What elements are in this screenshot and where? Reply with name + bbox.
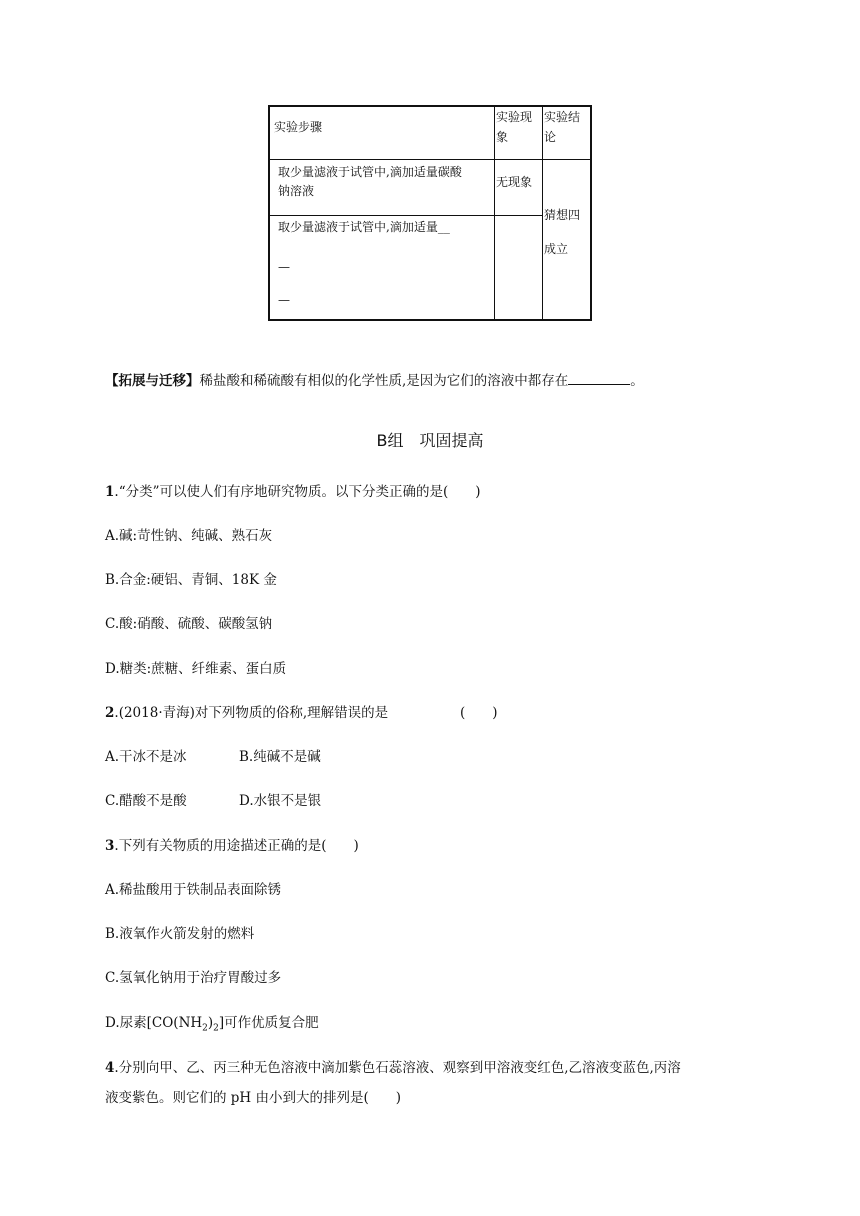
option-d-text: )	[207, 1015, 214, 1031]
subscript: 2	[202, 1023, 208, 1034]
question-number: 3	[105, 838, 115, 854]
option-d-text: ]可作优质复合肥	[218, 1015, 319, 1031]
option-d	[105, 1013, 319, 1039]
question-text: .下列有关物质的用途描述正确的是( )	[114, 838, 359, 854]
answer-blank	[568, 370, 630, 385]
question-text: .(2018·青海)对下列物质的俗称,理解错误的是	[114, 705, 389, 721]
option-a: A.干冰不是冰	[105, 749, 187, 765]
option-c: C.酸:硝酸、硫酸、碳酸氢钠	[105, 616, 273, 632]
extension-paragraph	[105, 370, 644, 391]
row1-step-line2: 钠溶液	[278, 184, 315, 198]
question-3-stem	[105, 836, 359, 856]
question-number: 4	[105, 1060, 115, 1076]
option-d: D.糖类:蔗糖、纤维素、蛋白质	[105, 661, 287, 677]
row1-phenomenon: 无现象	[496, 175, 533, 189]
question-4-stem-line1	[105, 1058, 681, 1078]
option-b: B.液氧作火箭发射的燃料	[105, 926, 255, 942]
header-conclusion-line1: 实验结	[544, 110, 581, 124]
table-divider	[542, 107, 543, 319]
option-d: D.水银不是银	[239, 793, 322, 809]
row1-step-line1: 取少量滤液于试管中,滴加适量碳酸	[278, 165, 462, 179]
table-divider	[270, 159, 590, 160]
row2-step-line2: —	[278, 260, 290, 274]
section-title: B组 巩固提高	[376, 431, 484, 450]
question-number: 1	[105, 484, 115, 500]
question-number: 2	[105, 705, 115, 721]
option-d-text: D.尿素[CO(NH	[105, 1015, 203, 1031]
row2-step-line1: 取少量滤液于试管中,滴加适量__	[278, 220, 450, 234]
question-text: .分别向甲、乙、丙三种无色溶液中滴加紫色石蕊溶液、观察到甲溶液变红色,乙溶液变蓝色,丙溶	[114, 1060, 681, 1076]
option-a: A.稀盐酸用于铁制品表面除锈	[105, 882, 282, 898]
header-phenomenon-line2: 象	[496, 130, 509, 144]
question-text: .“分类”可以使人们有序地研究物质。以下分类正确的是( )	[114, 484, 481, 500]
header-conclusion-line2: 论	[544, 130, 557, 144]
subscript: 2	[213, 1023, 219, 1034]
extension-label: 【拓展与迁移】	[105, 373, 200, 389]
conclusion-line1: 猜想四	[544, 208, 581, 222]
question-2-stem	[105, 703, 388, 723]
option-b: B.纯碱不是碱	[239, 749, 321, 765]
question-1-stem	[105, 482, 481, 502]
table-divider	[494, 107, 495, 319]
extension-text: 稀盐酸和稀硫酸有相似的化学性质,是因为它们的溶液中都存在	[199, 373, 569, 389]
row2-step-line3: —	[278, 293, 290, 307]
header-step: 实验步骤	[274, 120, 323, 134]
table-divider	[270, 215, 542, 216]
option-c: C.氢氧化钠用于治疗胃酸过多	[105, 970, 282, 986]
question-4-stem-line2: 液变紫色。则它们的 pH 由小到大的排列是( )	[105, 1090, 402, 1106]
option-c: C.醋酸不是酸	[105, 793, 187, 809]
option-b: B.合金:硬铝、青铜、18K 金	[105, 572, 277, 588]
experiment-table	[268, 105, 592, 321]
header-phenomenon-line1: 实验现	[496, 110, 533, 124]
extension-end: 。	[630, 373, 644, 389]
answer-paren: ( )	[460, 705, 498, 721]
conclusion-line2: 成立	[544, 242, 569, 256]
option-a: A.碱:苛性钠、纯碱、熟石灰	[105, 528, 273, 544]
